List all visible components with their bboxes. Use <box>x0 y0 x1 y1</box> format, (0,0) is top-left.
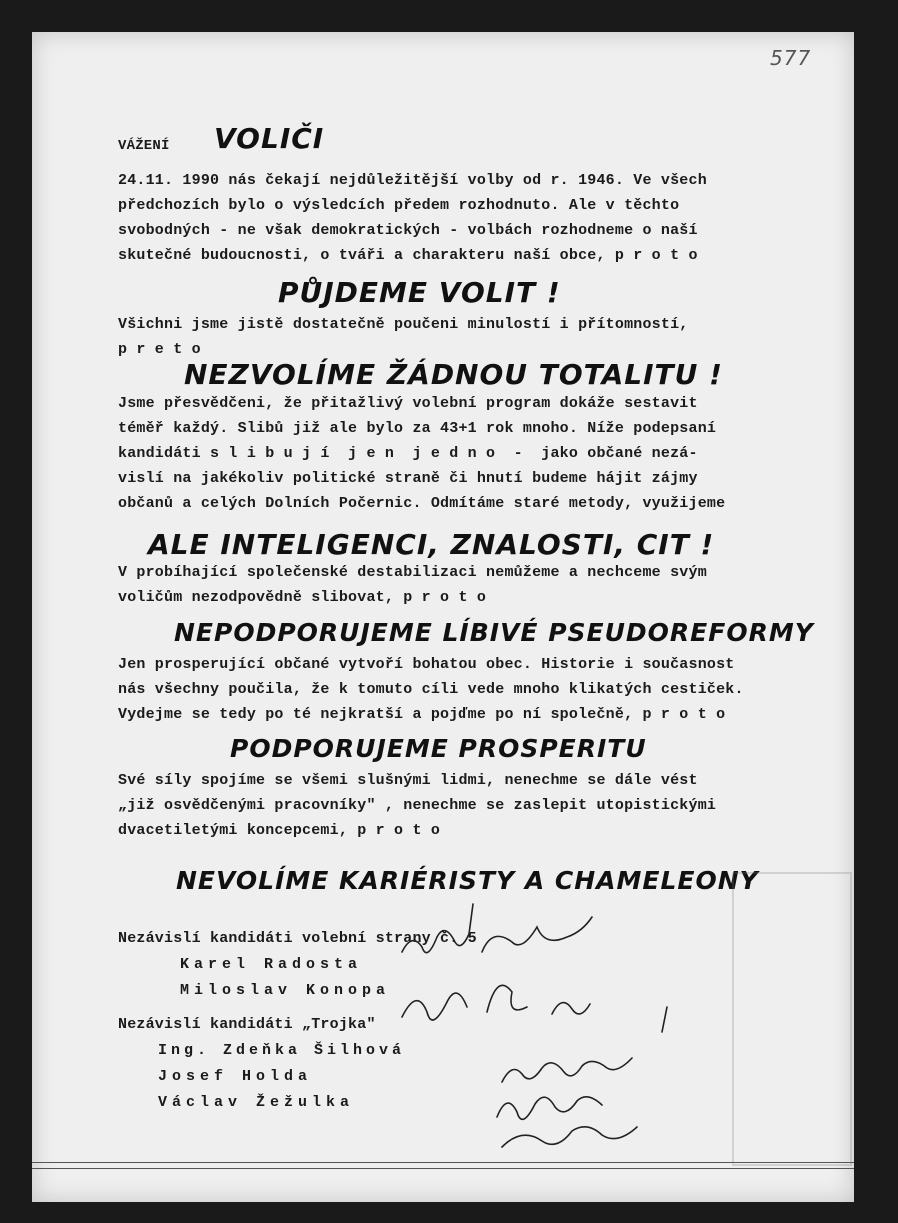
archive-watermark <box>732 872 852 1166</box>
para3-line: občanů a celých Dolních Počernic. Odmítáme staré metody, využijeme <box>118 495 726 512</box>
para6-line: Své síly spojíme se všemi slušnými lidmi, nenechme se dále vést <box>118 772 698 789</box>
para4-line: voličům nezodpovědně slibovat, p r o t o <box>118 589 487 606</box>
para1-line: svobodných - ne však demokratických - volbách rozhodneme o naší <box>118 222 698 239</box>
group2-heading: Nezávislí kandidáti „Trojka" <box>118 1016 376 1033</box>
para6-line: dvacetiletými koncepcemi, p r o t o <box>118 822 441 839</box>
document-page <box>32 32 854 1202</box>
candidate-name: Ing. Zdeňka Šilhová <box>158 1042 406 1059</box>
slogan-karieristy: NEVOLÍME KARIÉRISTY A CHAMELEONY <box>176 866 759 895</box>
para3-line: kandidáti s l i b u j í j e n j e d n o - jako občané nezá- <box>118 445 698 462</box>
candidate-name: Josef Holda <box>158 1068 313 1085</box>
group1-heading: Nezávislí kandidáti volební strany č. 5 <box>118 930 477 947</box>
slogan-inteligenci: ALE INTELIGENCI, ZNALOSTI, CIT ! <box>148 528 715 561</box>
page-number: 577 <box>770 46 812 70</box>
bottom-rule <box>32 1168 854 1169</box>
para6-line: „již osvědčenými pracovníky" , nenechme se zaslepit utopistickými <box>118 797 717 814</box>
para1-line: 24.11. 1990 nás čekají nejdůležitější volby od r. 1946. Ve všech <box>118 172 707 189</box>
para3-line: vislí na jakékoliv politické straně či hnutí budeme hájit zájmy <box>118 470 698 487</box>
greeting-small: VÁŽENÍ <box>118 138 170 154</box>
para1-line: předchozích bylo o výsledcích předem rozhodnuto. Ale v těchto <box>118 197 680 214</box>
signature-radosta <box>402 904 592 953</box>
candidate-name: Václav Žežulka <box>158 1094 355 1111</box>
candidate-name: Miloslav Konopa <box>180 982 391 999</box>
bottom-rule <box>32 1162 854 1163</box>
signature-holda <box>497 1097 602 1120</box>
candidate-name: Karel Radosta <box>180 956 363 973</box>
greeting-big: VOLIČI <box>214 122 325 155</box>
slogan-pseudoreformy: NEPODPORUJEME LÍBIVÉ PSEUDOREFORMY <box>174 618 814 647</box>
para5-line: Vydejme se tedy po té nejkratší a pojďme po ní společně, p r o t o <box>118 706 726 723</box>
signature-zezulka <box>502 1127 637 1147</box>
slogan-prosperitu: PODPORUJEME PROSPERITU <box>230 734 647 763</box>
slogan-nezvolime-totalitu: NEZVOLÍME ŽÁDNOU TOTALITU ! <box>184 358 723 391</box>
para2-line: p r e t o <box>118 341 201 358</box>
para5-line: Jen prosperující občané vytvoří bohatou obec. Historie i současnost <box>118 656 735 673</box>
signature-silhova <box>502 1058 632 1082</box>
signatures <box>392 902 692 1152</box>
para2-line: Všichni jsme jistě dostatečně poučeni minulostí i přítomností, <box>118 316 689 333</box>
slogan-pujdeme-volit: PŮJDEME VOLIT ! <box>278 276 561 309</box>
para1-line: skutečné budoucnosti, o tváři a charakteru naší obce, p r o t o <box>118 247 698 264</box>
para3-line: téměř každý. Slibů již ale bylo za 43+1 rok mnoho. Níže podepsaní <box>118 420 717 437</box>
para4-line: V probíhající společenské destabilizaci nemůžeme a nechceme svým <box>118 564 707 581</box>
signature-konopa <box>402 985 667 1032</box>
para3-line: Jsme přesvědčeni, že přitažlivý volební program dokáže sestavit <box>118 395 698 412</box>
para5-line: nás všechny poučila, že k tomuto cíli vede mnoho klikatých cestiček. <box>118 681 744 698</box>
